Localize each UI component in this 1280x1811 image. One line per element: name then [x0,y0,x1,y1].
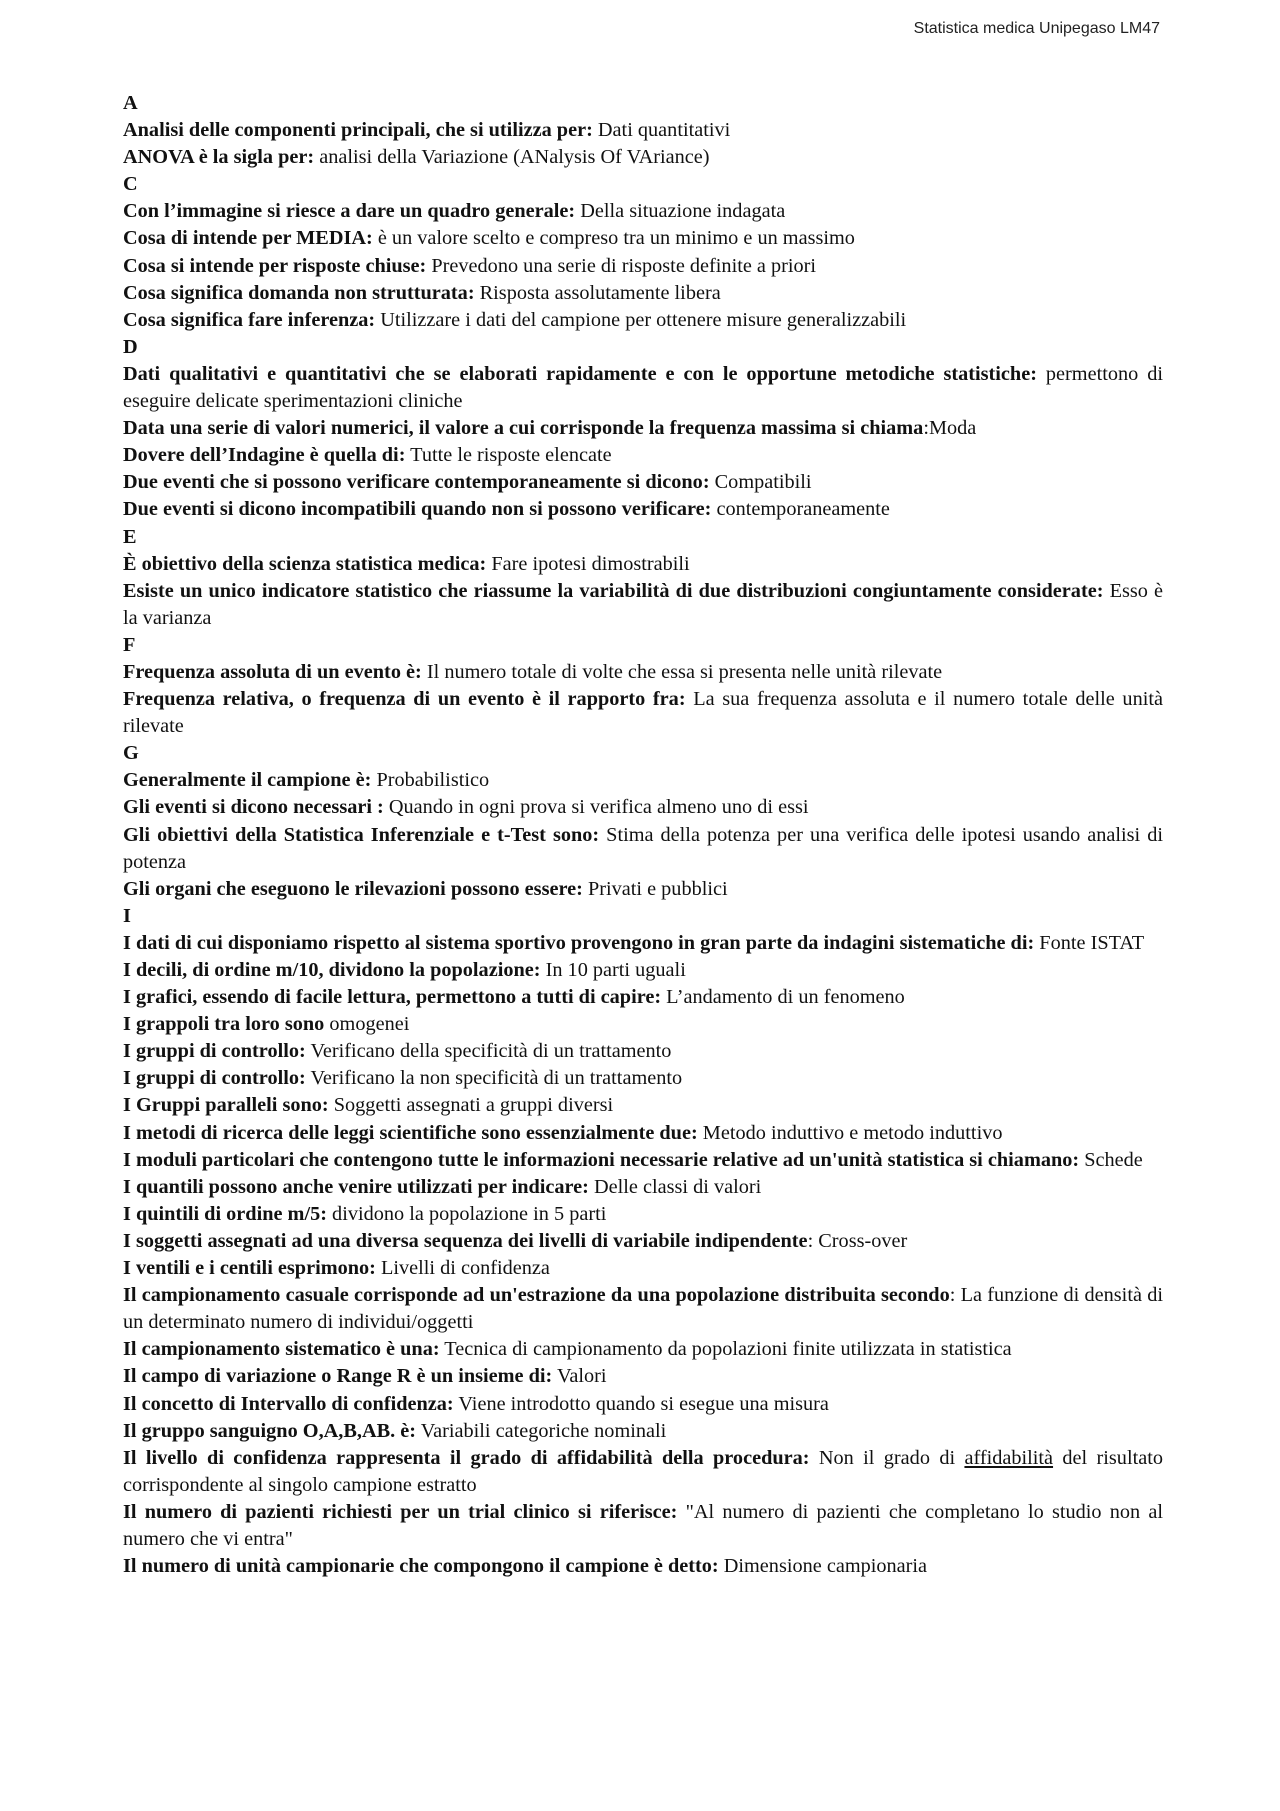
entry-question: Dovere dell’Indagine è quella di: [123,444,406,467]
glossary-entry [123,225,1163,252]
entry-question: Frequenza assoluta di un evento è: [123,660,422,683]
entry-answer: Stima della potenza per una verifica delle ipotesi usando analisi di potenza [123,823,1163,873]
entry-answer: analisi della Variazione (ANalysis Of VAriance) [314,146,710,169]
entry-answer: Esso è la varianza [123,579,1163,629]
entry-answer: Tecnica di campionamento da popolazioni finite utilizzata in statistica [439,1338,1012,1361]
entry-question: I gruppi di controllo: [123,1067,306,1090]
entry-answer: Livelli di confidenza [375,1257,550,1280]
glossary-entry [123,957,1163,984]
glossary-entry [123,578,1163,632]
entry-answer: L’andamento di un fenomeno [661,986,905,1009]
glossary-entry [123,1553,1163,1580]
entry-question: Cosa si intende per risposte chiuse: [123,254,427,277]
glossary-entry [123,1391,1163,1418]
entry-question: Il numero di pazienti richiesti per un trial clinico si riferisce: [123,1500,678,1523]
glossary-entry [123,1418,1163,1445]
glossary-entry [123,659,1163,686]
entry-question: Gli eventi si dicono necessari : [123,796,384,819]
glossary-entry [123,984,1163,1011]
entry-question: Frequenza relativa, o frequenza di un evento è il rapporto fra: [123,688,686,711]
section-letter: F [123,633,136,656]
entry-answer: Variabili categoriche nominali [416,1419,667,1442]
entry-question: Gli obiettivi della Statistica Inferenziale e t-Test sono: [123,823,600,846]
glossary-entry [123,144,1163,171]
glossary-entry [123,1011,1163,1038]
entry-question: I dati di cui disponiamo rispetto al sistema sportivo provengono in gran parte da indagini sistematiche di: [123,931,1035,954]
glossary-entry [123,1147,1163,1174]
entry-question: I gruppi di controllo: [123,1040,306,1063]
entry-question: Il numero di unità campionarie che compongono il campione è detto: [123,1555,719,1578]
entry-question: Generalmente il campione è: [123,769,372,792]
entry-answer: Dati quantitativi [592,119,731,142]
entry-answer: : Cross-over [807,1229,908,1252]
entry-answer: Fonte ISTAT [1034,931,1145,954]
glossary-entry [123,496,1163,523]
entry-question: I grafici, essendo di facile lettura, permettono a tutti di capire: [123,986,662,1009]
entry-answer: Fare ipotesi dimostrabili [486,552,690,575]
entry-answer: Viene introdotto quando si esegue una misura [453,1392,829,1415]
entry-answer: Verificano della specificità di un trattamento [305,1040,672,1063]
glossary-entry [123,1092,1163,1119]
section-letter: D [123,335,138,358]
glossary-entry [123,876,1163,903]
entry-question: I ventili e i centili esprimono: [123,1257,376,1280]
glossary-entry [123,253,1163,280]
entry-answer: Della situazione indagata [575,200,786,223]
glossary-entry [123,1065,1163,1092]
entry-answer: Metodo induttivo e metodo induttivo [697,1121,1003,1144]
section-letter: I [123,904,131,927]
glossary-entry [123,1201,1163,1228]
glossary-entry [123,1174,1163,1201]
section-letter: G [123,742,139,765]
entry-question: I grappoli tra loro sono [123,1013,325,1036]
entry-question: ANOVA è la sigla per: [123,146,315,169]
glossary-entry [123,1120,1163,1147]
glossary-entry [123,767,1163,794]
entry-question: I Gruppi paralleli sono: [123,1094,329,1117]
entry-answer: "Al numero di pazienti che completano lo studio non al numero che vi entra" [123,1500,1163,1550]
entry-answer: contemporaneamente [711,498,890,521]
entry-answer: permettono di eseguire delicate sperimentazioni cliniche [123,362,1164,413]
entry-answer: Probabilistico [371,769,490,792]
entry-answer: Non il grado di [809,1446,965,1469]
entry-answer: Privati e pubblici [582,877,728,900]
glossary-entry [123,469,1163,496]
glossary-entry [123,1255,1163,1282]
entry-answer-underlined: affidabilità [964,1446,1054,1469]
entry-answer: Valori [552,1365,607,1388]
glossary-entry [123,361,1163,415]
glossary-entry [123,794,1163,821]
entry-question: Analisi delle componenti principali, che si utilizza per: [123,119,593,142]
glossary-content [123,90,1163,1580]
entry-question: I decili, di ordine m/10, dividono la popolazione: [123,959,541,981]
glossary-entry [123,1363,1163,1390]
glossary-entry [123,686,1163,740]
entry-question: I moduli particolari che contengono tutte le informazioni necessarie relative ad un'unità statistica si chiamano: [123,1148,1080,1171]
entry-question: Cosa significa domanda non strutturata: [123,281,475,304]
glossary-entry [123,930,1163,957]
entry-answer: Il numero totale di volte che essa si presenta nelle unità rilevate [421,660,943,683]
glossary-entry [123,1336,1163,1363]
entry-answer: In 10 parti uguali [540,959,686,981]
entry-question: Data una serie di valori numerici, il valore a cui corrisponde la frequenza massima si chiama [123,417,924,440]
entry-answer: Delle classi di valori [588,1175,762,1198]
entry-answer: Quando in ogni prova si verifica almeno uno di essi [383,796,809,819]
entry-question: Esiste un unico indicatore statistico che riassume la variabilità di due distribuzioni congiuntamente considerate: [123,579,1104,602]
entry-answer: Risposta assolutamente libera [474,281,721,304]
entry-answer: Dimensione campionaria [718,1555,928,1578]
entry-question: I metodi di ricerca delle leggi scientifiche sono essenzialmente due: [123,1121,698,1144]
entry-answer: Compatibili [709,471,812,494]
entry-answer: dividono la popolazione in 5 parti [326,1202,607,1225]
glossary-entry [123,198,1163,225]
entry-answer: : La funzione di densità di un determinato numero di individui/oggetti [123,1284,1163,1334]
entry-answer: Schede [1079,1148,1143,1171]
entry-question: Con l’immagine si riesce a dare un quadro generale: [123,200,576,223]
entry-question: Il campo di variazione o Range R è un insieme di: [123,1365,553,1388]
entry-question: Il concetto di Intervallo di confidenza: [123,1392,454,1415]
entry-question: Gli organi che eseguono le rilevazioni possono essere: [123,877,583,900]
entry-question: I soggetti assegnati ad una diversa sequenza dei livelli di variabile indipendente [123,1229,808,1252]
section-letter: E [123,525,137,548]
entry-answer: :Moda [923,417,977,440]
entry-answer: è un valore scelto e compreso tra un minimo e un massimo [372,227,855,250]
entry-question: Dati qualitativi e quantitativi che se elaborati rapidamente e con le opportune metodiche statistiche: [123,362,1037,385]
entry-question: I quintili di ordine m/5: [123,1202,327,1225]
glossary-entry [123,280,1163,307]
entry-answer: Tutte le risposte elencate [405,444,612,467]
glossary-entry [123,442,1163,469]
glossary-entry [123,1499,1163,1553]
glossary-entry [123,1038,1163,1065]
entry-answer: Soggetti assegnati a gruppi diversi [328,1094,614,1117]
glossary-entry [123,1282,1163,1336]
glossary-entry [123,822,1163,876]
glossary-entry [123,307,1163,334]
entry-question: Cosa di intende per MEDIA: [123,227,373,250]
entry-question: I quantili possono anche venire utilizzati per indicare: [123,1175,589,1198]
entry-question: Cosa significa fare inferenza: [123,308,376,331]
entry-question: Due eventi che si possono verificare contemporaneamente si dicono: [123,471,710,494]
entry-question: È obiettivo della scienza statistica medica: [123,552,487,575]
entry-answer: omogenei [324,1013,410,1036]
entry-answer: Prevedono una serie di risposte definite a priori [426,254,817,277]
entry-answer: Verificano la non specificità di un trattamento [305,1067,683,1090]
entry-question: Due eventi si dicono incompatibili quando non si possono verificare: [123,498,712,521]
glossary-entry [123,1228,1163,1255]
entry-question: Il campionamento sistematico è una: [123,1338,440,1361]
glossary-entry [123,415,1163,442]
entry-question: Il gruppo sanguigno O,A,B,AB. è: [123,1419,417,1442]
entry-answer-continued: del risultato corrispondente al singolo campione estratto [123,1446,1163,1496]
glossary-entry [123,117,1163,144]
entry-answer: Utilizzare i dati del campione per ottenere misure generalizzabili [375,308,907,331]
entry-answer: La sua frequenza assoluta e il numero totale delle unità rilevate [123,688,1163,738]
glossary-entry [123,551,1163,578]
entry-question: Il livello di confidenza rappresenta il grado di affidabilità della procedura: [123,1446,810,1469]
page-header: Statistica medica Unipegaso LM47 [913,20,1160,37]
glossary-entry [123,1445,1163,1499]
section-letter: C [123,173,138,196]
entry-question: Il campionamento casuale corrisponde ad un'estrazione da una popolazione distribuita secondo [123,1284,950,1307]
section-letter: A [123,92,138,114]
